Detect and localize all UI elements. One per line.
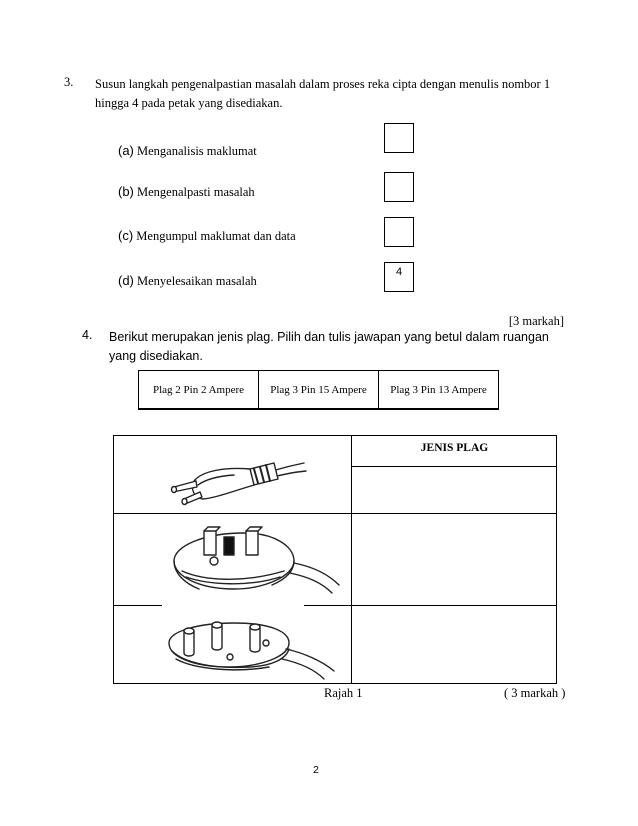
three-pin-15a-plug-icon xyxy=(154,611,344,683)
q3-item-b-text: Mengenalpasti masalah xyxy=(137,185,255,199)
q3-item-c-text: Mengumpul maklumat dan data xyxy=(136,229,296,243)
q3-number: 3. xyxy=(64,75,74,89)
option-2pin-2a: Plag 2 Pin 2 Ampere xyxy=(152,383,245,396)
q3-item-d xyxy=(118,273,257,289)
table-header-jenis-plag: JENIS PLAG xyxy=(420,442,489,454)
q3-item-b xyxy=(118,184,255,200)
page-number: 2 xyxy=(313,764,319,776)
q3-item-a xyxy=(118,143,257,159)
q3-answer-box-d[interactable]: 4 xyxy=(384,262,414,292)
option-3pin-13a: Plag 3 Pin 13 Ampere xyxy=(378,371,498,408)
q3-item-b-label: (b) xyxy=(118,184,134,199)
table-column-divider xyxy=(351,436,352,684)
q4-question-text: Berikut merupakan jenis plag. Pilih dan tulis jawapan yang betul dalam ruangan yang disediakan. xyxy=(109,330,549,363)
q3-item-d-label: (d) xyxy=(118,273,134,288)
q3-question-text: Susun langkah pengenalpastian masalah dalam proses reka cipta dengan menulis nombor 1 hingga 4 pada petak yang disediakan. xyxy=(95,77,551,110)
q3-item-c xyxy=(118,228,296,244)
header-divider xyxy=(352,466,557,467)
row-divider-2-left xyxy=(114,605,162,606)
q3-item-a-label: (a) xyxy=(118,143,134,158)
q3-item-d-text: Menyelesaikan masalah xyxy=(137,274,257,288)
plug-answer-table xyxy=(113,435,557,684)
q4-marks: ( 3 markah ) xyxy=(504,686,566,700)
figure-caption: Rajah 1 xyxy=(324,686,363,700)
row-divider-2-right xyxy=(304,605,557,606)
q3-marks: [3 markah] xyxy=(508,314,564,328)
two-pin-plug-icon xyxy=(154,441,324,511)
q4-number: 4. xyxy=(82,328,93,342)
q3-answer-box-b[interactable] xyxy=(384,172,414,202)
q3-item-a-text: Menganalisis maklumat xyxy=(137,144,257,158)
row-divider-1 xyxy=(114,513,557,514)
three-pin-13a-plug-icon xyxy=(154,521,344,601)
option-3pin-15a: Plag 3 Pin 15 Ampere xyxy=(258,371,378,408)
plug-options-table xyxy=(138,370,499,410)
q3-item-c-label: (c) xyxy=(118,228,134,243)
table-bottom-border xyxy=(113,683,557,684)
q3-answer-box-a[interactable] xyxy=(384,123,414,153)
q3-answer-box-c[interactable] xyxy=(384,217,414,247)
